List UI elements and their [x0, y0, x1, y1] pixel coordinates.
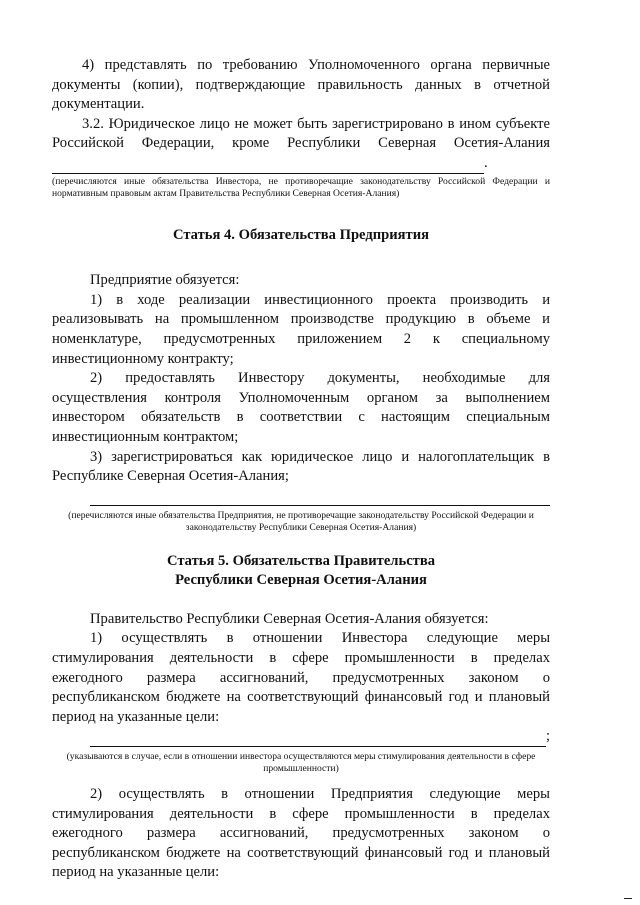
- paragraph-3-2-end: .: [484, 154, 488, 171]
- article-4-intro: Предприятие обязуется:: [90, 272, 240, 289]
- article-5-title-line-2: Республики Северная Осетия-Алания: [175, 572, 427, 589]
- fill-in-end: ;: [545, 728, 550, 745]
- paragraph-3-2: [52, 115, 550, 174]
- article-5-title-line-1: Статья 5. Обязательства Правительства: [166, 552, 436, 569]
- article-4-title: Статья 4. Обязательства Предприятия: [172, 226, 430, 243]
- paragraph-3-2-text: 3.2. Юридическое лицо не может быть зарегистрировано в ином субъекте Российской Федерации, кроме Республики Северная Осетия-Алания: [52, 115, 550, 152]
- article-5-item-2: 2) осуществлять в отношении Предприятия следующие меры стимулирования деятельности в сфере промышленности в пределах ежегодного размера ассигнований, предусмотренных законом о республиканском бюджете на соответствующий финансовый год и плановый период на указанные цели:: [52, 786, 550, 881]
- footnote-investor-obligations: (перечисляются иные обязательства Инвестора, не противоречащие законодательству Российской Федерации и нормативным правовым актам Правительства Республики Северная Осетия-Алания): [52, 175, 550, 199]
- fill-in-line: [90, 487, 550, 506]
- article-5-intro: Правительство Республики Северная Осетия-Алания обязуется:: [90, 610, 489, 627]
- article-4-item-2: 2) предоставлять Инвестору документы, необходимые для осуществления контроля Уполномоченным органом за выполнением инвестором обязательств в соответствии с настоящим специальным инвестиционным контрактом;: [52, 370, 550, 445]
- article-5-item-1: 1) осуществлять в отношении Инвестора следующие меры стимулирования деятельности в сфере промышленности в пределах ежегодного размера ассигнований, предусмотренных законом о республиканском бюджете на соответствующий финансовый год и плановый период на указанные цели:: [52, 630, 550, 725]
- article-4-item-1: 1) в ходе реализации инвестиционного проекта производить и реализовывать на промышленном производстве продукцию в объеме и номенклатуре, предусмотренных приложением 2 к специальному инвестиционному контракту;: [52, 291, 550, 367]
- paragraph-item-4: 4) представлять по требованию Уполномоченного органа первичные документы (копии), подтверждающие правильность данных в отчетной документации.: [52, 57, 550, 113]
- document-page: [52, 56, 550, 883]
- fill-in-line: [90, 728, 546, 747]
- footnote-enterprise-obligations: (перечисляются иные обязательства Предприятия, не противоречащие законодательству Российской Федерации и законодательству Республики Северная Осетия-Алания): [68, 509, 534, 533]
- footnote-incentive-measures: (указываются в случае, если в отношении инвестора осуществляются меры стимулирования деятельности в сфере промышленности): [66, 751, 536, 775]
- page-edge-mark: [624, 898, 632, 899]
- fill-in-line: [52, 173, 484, 174]
- fill-in-row: [90, 727, 550, 747]
- article-4-item-3: 3) зарегистрироваться как юридическое лицо и налогоплательщик в Республике Северная Осетия-Алания;: [52, 448, 550, 485]
